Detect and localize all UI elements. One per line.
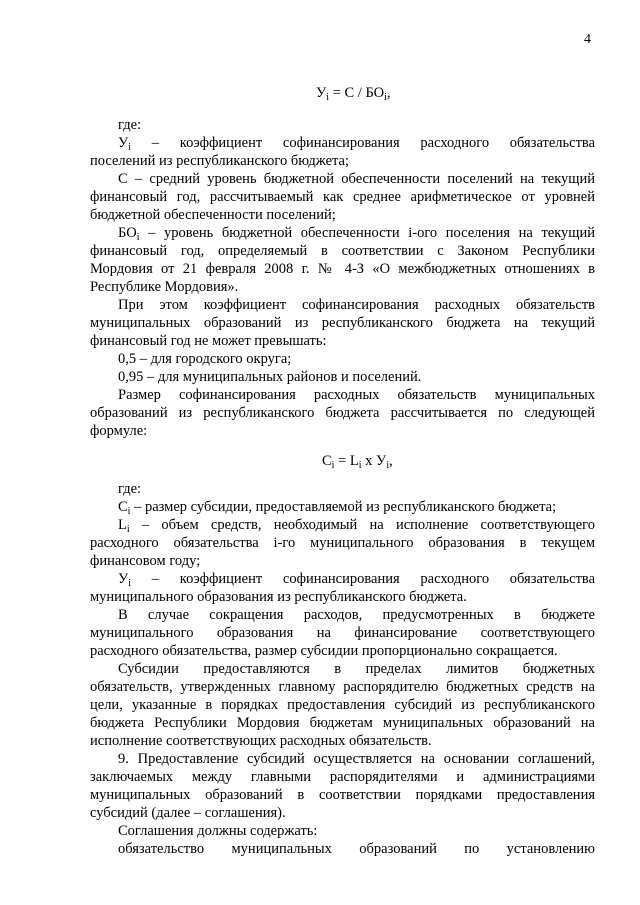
text-line: финансовом году; [90,553,201,569]
text-line: 0,95 – для муниципальных районов и поселений. [118,369,422,385]
text-line: исполнение соответствующих расходных обязательств. [90,733,432,749]
text-line: $У_i$ – коэффициент софинансирования расходного обязательства [118,571,596,589]
text-line: формуле: [90,423,148,439]
text-line: Соглашения должны содержать: [118,823,318,839]
text-line: где: [118,117,142,133]
text-line: муниципальных образований из республиканского бюджета на текущий [90,315,595,331]
text-line: $БО_i$ – уровень бюджетной обеспеченности i-ого поселения на текущий [118,225,595,243]
text-line: муниципальных образований в соответствии порядками предоставления [90,787,595,803]
text-line: Республике Мордовия». [90,279,239,295]
text-line: обязательство муниципальных образований по установлению [118,841,595,857]
text-line: $У_i$ – коэффициент софинансирования расходного обязательства [118,135,596,153]
formula-1: $У_i = С / БО_i$, [316,85,391,103]
text-line: В случае сокращения расходов, предусмотренных в бюджете [118,607,595,623]
text-line: образований из республиканского бюджета рассчитывается по следующей [90,405,595,421]
text-line: При этом коэффициент софинансирования расходных обязательств [118,297,595,313]
text-line: расходного обязательства, размер субсидии пропорционально сокращается. [90,643,558,659]
text-line: Субсидии предоставляются в пределах лимитов бюджетных [118,661,595,677]
text-line: бюджета Республики Мордовия бюджетам муниципальных образований на [90,715,595,731]
text-line: Мордовия от 21 февраля 2008 г. № 4-З «О межбюджетных отношениях в [90,261,595,277]
text-line: Размер софинансирования расходных обязательств муниципальных [118,387,595,403]
text-line: обязательств, утвержденных главному распорядителю бюджетных средств на [90,679,595,695]
text-line: С – средний уровень бюджетной обеспеченности поселений на текущий [118,171,595,187]
text-line: где: [118,481,142,497]
text-line: 0,5 – для городского округа; [118,351,292,367]
text-line: финансовый год, определяемый в соответствии с Законом Республики [90,243,595,259]
text-line: финансовый год не может превышать: [90,333,327,349]
text-line: поселений из республиканского бюджета; [90,153,349,169]
text-line: расходного обязательства i-го муниципального образования в текущем [90,535,595,551]
page-number: 4 [584,32,591,47]
text-line: бюджетной обеспеченности поселений; [90,207,336,223]
text-line: заключаемых между главными распорядителями и администрациями [90,769,595,785]
text-line: $С_i$ – размер субсидии, предоставляемой из республиканского бюджета; [118,499,557,517]
text-line: муниципального образования из республиканского бюджета. [90,589,467,605]
formula-2: $С_i = L_i$ х $У_i$, [322,453,393,471]
text-line: цели, указанные в порядках предоставления субсидий из республиканского [90,697,595,713]
text-line: финансовый год, рассчитываемый как среднее арифметическое от уровней [90,189,595,205]
text-line: муниципального образования на финансирование соответствующего [90,625,595,641]
text-line: 9. Предоставление субсидий осуществляется на основании соглашений, [118,751,595,767]
text-line: $L_i$ – объем средств, необходимый на исполнение соответствующего [118,517,595,535]
text-line: субсидий (далее – соглашения). [90,805,286,821]
